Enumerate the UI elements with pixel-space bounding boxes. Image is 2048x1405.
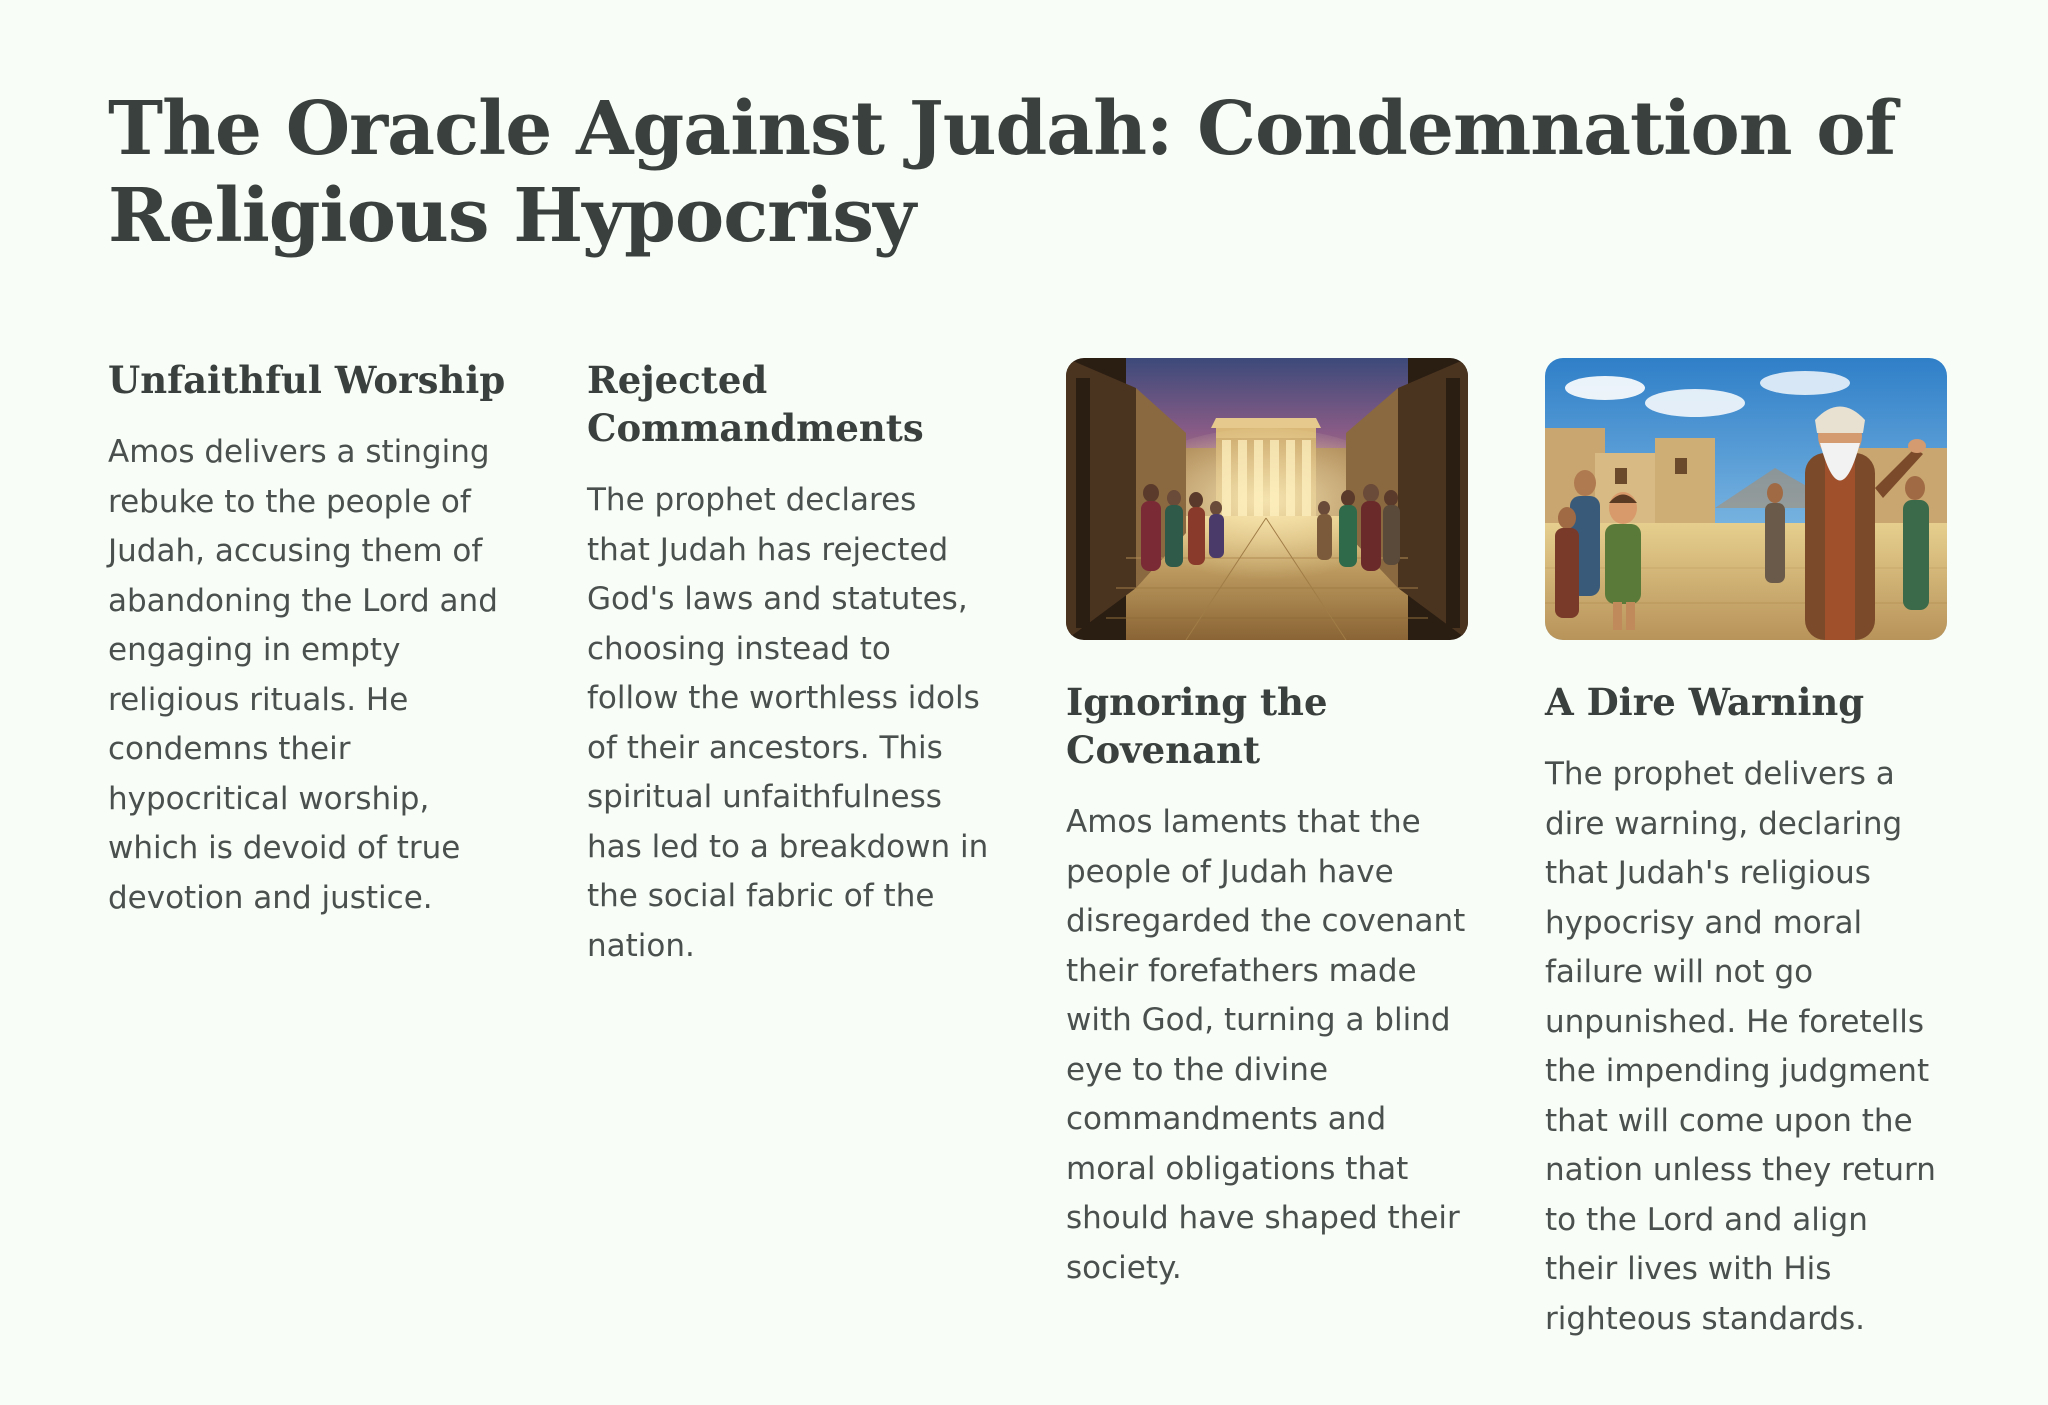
card-heading: Rejected Commandments bbox=[587, 358, 924, 451]
prophet-illustration-svg bbox=[1545, 358, 1947, 640]
card-body: Amos delivers a stinging rebuke to the people of Judah, accusing them of abandoning the Lord and engaging in empty religious rituals. He condemns their hypocritical worship, which is devoid of true devotion and justice. bbox=[108, 434, 498, 916]
card-body: The prophet delivers a dire warning, declaring that Judah's religious hypocrisy and moral failure will not go unpunished. He foretells the impending judgment that will come upon the nation unless they return to the Lord and align their lives with His righteous standards. bbox=[1545, 756, 1936, 1337]
card-body: Amos laments that the people of Judah have disregarded the covenant their forefathers made with God, turning a blind eye to the divine commandments and moral obligations that should have shaped their society. bbox=[1066, 804, 1466, 1286]
card-body: The prophet declares that Judah has rejected God's laws and statutes, choosing instead to follow the worthless idols of their ancestors. This spiritual unfaithfulness has led to a breakdown in the social fabric of the nation. bbox=[587, 482, 989, 964]
prophet-warning-illustration bbox=[1545, 358, 1947, 640]
page bbox=[108, 86, 1948, 1337]
card-heading: A Dire Warning bbox=[1545, 680, 1865, 724]
card-unfaithful-worship bbox=[108, 356, 510, 923]
card-ignoring-covenant bbox=[1066, 356, 1468, 1293]
page-title: The Oracle Against Judah: Condemnation of Religious Hypocrisy bbox=[108, 86, 1896, 260]
card-rejected-commandments bbox=[587, 356, 989, 971]
temple-illustration-svg bbox=[1066, 358, 1468, 640]
card-heading: Ignoring the Covenant bbox=[1066, 680, 1328, 773]
card-grid bbox=[108, 356, 1948, 1344]
card-dire-warning bbox=[1545, 356, 1947, 1344]
temple-courtyard-illustration bbox=[1066, 358, 1468, 640]
card-heading: Unfaithful Worship bbox=[108, 358, 506, 402]
